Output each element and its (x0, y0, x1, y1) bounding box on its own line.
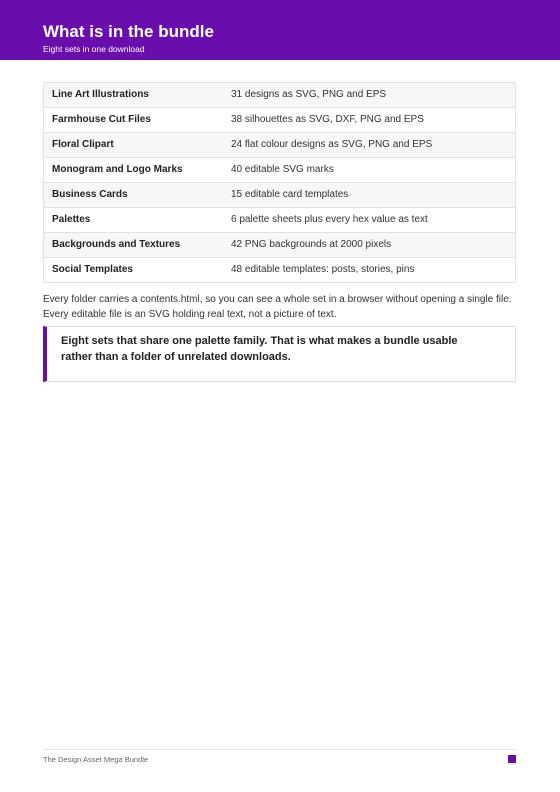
set-name: Social Templates (44, 258, 224, 283)
bundle-contents-table (43, 82, 516, 283)
page-subtitle: Eight sets in one download (43, 44, 145, 54)
set-description: 15 editable card templates (223, 183, 516, 208)
callout-box (43, 326, 516, 382)
table-row (44, 258, 516, 283)
set-name: Monogram and Logo Marks (44, 158, 224, 183)
table-row (44, 158, 516, 183)
footer-divider (43, 749, 516, 750)
table-row (44, 83, 516, 108)
set-name: Floral Clipart (44, 133, 224, 158)
body-paragraph: Every folder carries a contents.html, so you can see a whole set in a browser without opening a single file. Every editable file is an SVG holding real text, not a picture of text. (43, 294, 512, 320)
set-description: 24 flat colour designs as SVG, PNG and EPS (223, 133, 516, 158)
table-row (44, 133, 516, 158)
table-row (44, 208, 516, 233)
callout-text: Eight sets that share one palette family. That is what makes a bundle usable rather than a folder of unrelated downloads. (61, 335, 458, 363)
set-name: Farmhouse Cut Files (44, 108, 224, 133)
set-name: Backgrounds and Textures (44, 233, 224, 258)
page-header (0, 0, 560, 60)
page-title: What is in the bundle (43, 22, 214, 41)
set-description: 48 editable templates: posts, stories, pins (223, 258, 516, 283)
footer-accent-square (508, 755, 516, 763)
set-description: 38 silhouettes as SVG, DXF, PNG and EPS (223, 108, 516, 133)
set-name: Business Cards (44, 183, 224, 208)
set-description: 42 PNG backgrounds at 2000 pixels (223, 233, 516, 258)
set-description: 31 designs as SVG, PNG and EPS (223, 83, 516, 108)
set-name: Line Art Illustrations (44, 83, 224, 108)
footer-title: The Design Asset Mega Bundle (43, 755, 149, 764)
set-name: Palettes (44, 208, 224, 233)
set-description: 40 editable SVG marks (223, 158, 516, 183)
table-row (44, 183, 516, 208)
set-description: 6 palette sheets plus every hex value as text (223, 208, 516, 233)
table-row (44, 108, 516, 133)
table-row (44, 233, 516, 258)
